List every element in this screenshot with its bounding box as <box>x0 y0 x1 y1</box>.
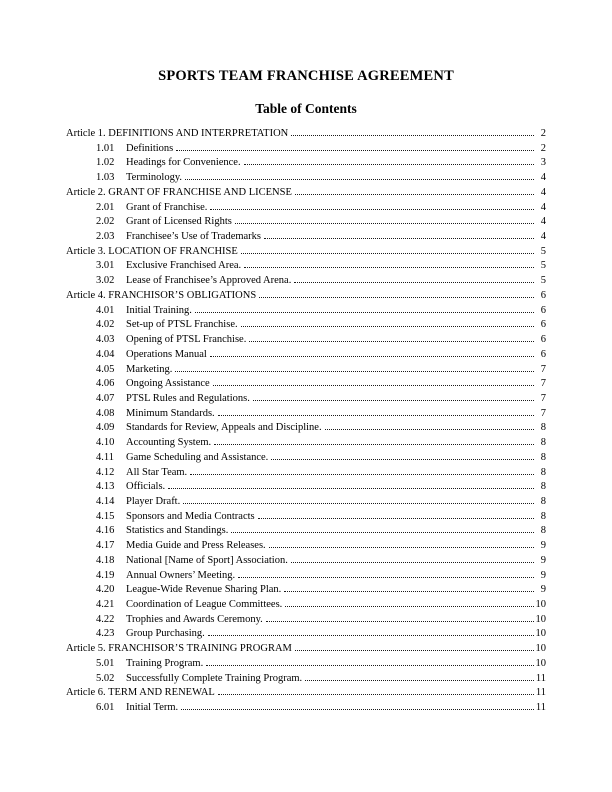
toc-entry-page-number: 7 <box>540 392 546 404</box>
toc-entry-page-number: 8 <box>540 495 546 507</box>
toc-dot-leader <box>264 238 534 239</box>
toc-entry-number: 3.01 <box>96 260 115 272</box>
toc-entry-label: Coordination of League Committees. <box>126 599 283 610</box>
toc-row <box>66 259 546 274</box>
toc-entry-label: Article 3. LOCATION OF FRANCHISE <box>66 245 238 257</box>
table-of-contents-list <box>66 127 546 716</box>
toc-entry-label: League-Wide Revenue Sharing Plan. <box>126 584 282 596</box>
toc-row <box>66 436 546 451</box>
toc-entry-page-number: 10 <box>535 657 546 669</box>
toc-entry-label: Statistics and Standings. <box>126 525 229 537</box>
toc-entry-number: 4.10 <box>96 437 115 449</box>
toc-entry-page-number: 9 <box>540 569 546 581</box>
toc-dot-leader <box>175 371 534 372</box>
toc-entry-number: 4.21 <box>96 599 115 610</box>
toc-dot-leader <box>285 606 533 607</box>
toc-entry-page-number: 11 <box>535 687 546 699</box>
toc-row <box>66 672 546 687</box>
toc-row <box>66 627 546 642</box>
toc-entry-label: Ongoing Assistance <box>126 378 210 390</box>
toc-row <box>66 377 546 392</box>
toc-dot-leader <box>238 577 534 578</box>
toc-entry-page-number: 7 <box>540 407 546 419</box>
toc-entry-page-number: 4 <box>540 231 546 243</box>
toc-entry-label: Grant of Franchise. <box>126 201 208 213</box>
toc-entry-label: Media Guide and Press Releases. <box>126 540 266 552</box>
toc-row <box>66 392 546 407</box>
toc-dot-leader <box>253 400 534 401</box>
toc-entry-page-number: 8 <box>540 510 546 522</box>
toc-entry-label: Marketing. <box>126 363 173 375</box>
toc-entry-page-number: 9 <box>540 540 546 552</box>
toc-dot-leader <box>176 150 534 151</box>
toc-entry-number: 4.12 <box>96 466 115 478</box>
toc-entry-label: Set-up of PTSL Franchise. <box>126 319 238 331</box>
toc-dot-leader <box>206 665 533 666</box>
toc-entry-number: 4.07 <box>96 392 115 404</box>
toc-row <box>66 407 546 422</box>
toc-entry-page-number: 10 <box>535 599 546 610</box>
toc-dot-leader <box>259 297 534 298</box>
toc-entry-page-number: 11 <box>535 702 546 714</box>
toc-dot-leader <box>168 488 534 489</box>
toc-entry-number: 4.08 <box>96 407 115 419</box>
toc-dot-leader <box>195 312 534 313</box>
toc-dot-leader <box>181 709 534 710</box>
toc-entry-page-number: 4 <box>540 172 546 184</box>
toc-dot-leader <box>210 209 534 210</box>
toc-entry-label: Operations Manual <box>126 348 207 360</box>
toc-entry-label: Grant of Licensed Rights <box>126 216 232 228</box>
toc-dot-leader <box>208 635 534 636</box>
toc-entry-number: 2.03 <box>96 231 115 243</box>
toc-entry-number: 4.04 <box>96 348 115 360</box>
toc-entry-page-number: 8 <box>540 481 546 493</box>
toc-row <box>66 348 546 363</box>
toc-entry-page-number: 11 <box>535 672 546 684</box>
toc-entry-number: 4.09 <box>96 422 115 434</box>
toc-entry-label: Accounting System. <box>126 437 212 449</box>
toc-entry-page-number: 4 <box>540 216 546 228</box>
toc-row <box>66 510 546 525</box>
toc-row <box>66 363 546 378</box>
toc-entry-label: Franchisee’s Use of Trademarks <box>126 231 262 243</box>
toc-row <box>66 215 546 230</box>
toc-dot-leader <box>218 415 534 416</box>
toc-entry-label: Opening of PTSL Franchise. <box>126 334 247 346</box>
toc-entry-label: Exclusive Franchised Area. <box>126 260 242 272</box>
toc-entry-label: Definitions <box>126 142 174 154</box>
toc-entry-number: 4.02 <box>96 319 115 331</box>
toc-entry-page-number: 4 <box>540 186 546 198</box>
toc-entry-number: 3.02 <box>96 275 115 287</box>
toc-dot-leader <box>185 179 534 180</box>
toc-entry-page-number: 8 <box>540 466 546 478</box>
toc-entry-label: Game Scheduling and Assistance. <box>126 451 269 463</box>
toc-dot-leader <box>244 164 534 165</box>
toc-row <box>66 554 546 569</box>
toc-row <box>66 480 546 495</box>
toc-row <box>66 304 546 319</box>
toc-dot-leader <box>295 650 534 651</box>
toc-row <box>66 495 546 510</box>
toc-row <box>66 613 546 628</box>
toc-dot-leader <box>271 459 534 460</box>
toc-entry-number: 4.17 <box>96 540 115 552</box>
toc-entry-label: Sponsors and Media Contracts <box>126 510 255 522</box>
toc-row <box>66 156 546 171</box>
toc-dot-leader <box>325 429 534 430</box>
toc-entry-page-number: 2 <box>540 128 546 139</box>
toc-entry-number: 1.02 <box>96 157 115 169</box>
toc-entry-number: 4.03 <box>96 334 115 346</box>
toc-entry-label: Initial Training. <box>126 304 192 316</box>
toc-entry-number: 4.11 <box>96 451 114 463</box>
toc-entry-label: National [Name of Sport] Association. <box>126 554 288 566</box>
toc-entry-label: Initial Term. <box>126 702 179 714</box>
toc-dot-leader <box>269 547 534 548</box>
toc-dot-leader <box>258 518 534 519</box>
toc-entry-label: Article 6. TERM AND RENEWAL <box>66 687 215 699</box>
toc-entry-page-number: 10 <box>535 613 546 625</box>
toc-dot-leader <box>231 532 534 533</box>
toc-entry-page-number: 5 <box>540 275 546 287</box>
toc-entry-number: 1.03 <box>96 172 115 184</box>
toc-entry-number: 5.02 <box>96 672 115 684</box>
toc-row <box>66 127 546 142</box>
toc-dot-leader <box>266 621 534 622</box>
toc-row <box>66 657 546 672</box>
toc-entry-label: Successfully Complete Training Program. <box>126 672 303 684</box>
toc-entry-number: 4.22 <box>96 613 115 625</box>
toc-dot-leader <box>284 591 534 592</box>
toc-dot-leader <box>241 253 534 254</box>
table-of-contents-heading: Table of Contents <box>255 101 357 116</box>
toc-entry-page-number: 9 <box>540 584 546 596</box>
toc-dot-leader <box>190 474 534 475</box>
toc-entry-page-number: 7 <box>540 378 546 390</box>
toc-entry-label: Headings for Convenience. <box>126 157 241 169</box>
toc-entry-number: 4.13 <box>96 481 115 493</box>
toc-row <box>66 289 546 304</box>
toc-entry-label: Article 1. DEFINITIONS AND INTERPRETATION <box>66 128 289 139</box>
toc-entry-number: 4.01 <box>96 304 115 316</box>
toc-dot-leader <box>305 680 534 681</box>
toc-entry-label: Terminology. <box>126 172 183 184</box>
toc-entry-label: Article 4. FRANCHISOR’S OBLIGATIONS <box>66 289 257 301</box>
toc-entry-number: 4.15 <box>96 510 115 522</box>
toc-entry-label: Lease of Franchisee’s Approved Arena. <box>126 275 292 287</box>
toc-row <box>66 421 546 436</box>
toc-row <box>66 171 546 186</box>
toc-entry-label: Group Purchasing. <box>126 628 205 640</box>
toc-entry-number: 5.01 <box>96 657 115 669</box>
toc-entry-page-number: 6 <box>540 304 546 316</box>
toc-dot-leader <box>214 444 534 445</box>
toc-entry-page-number: 6 <box>540 319 546 331</box>
toc-row <box>66 598 546 613</box>
toc-row <box>66 539 546 554</box>
toc-entry-number: 4.20 <box>96 584 115 596</box>
toc-row <box>66 701 546 716</box>
toc-entry-number: 6.01 <box>96 702 115 714</box>
toc-entry-label: Standards for Review, Appeals and Discipline. <box>126 422 322 434</box>
toc-row <box>66 451 546 466</box>
toc-row <box>66 686 546 701</box>
toc-dot-leader <box>249 341 534 342</box>
toc-entry-page-number: 3 <box>540 157 546 169</box>
document-title: SPORTS TEAM FRANCHISE AGREEMENT <box>158 68 454 84</box>
toc-entry-page-number: 7 <box>540 363 546 375</box>
toc-row <box>66 333 546 348</box>
toc-entry-label: Training Program. <box>126 657 204 669</box>
toc-entry-label: Minimum Standards. <box>126 407 215 419</box>
toc-dot-leader <box>244 267 534 268</box>
toc-row <box>66 245 546 260</box>
toc-entry-label: Annual Owners’ Meeting. <box>126 569 236 581</box>
toc-entry-label: Officials. <box>126 481 166 493</box>
toc-entry-page-number: 6 <box>540 348 546 360</box>
toc-row <box>66 583 546 598</box>
toc-entry-page-number: 6 <box>540 334 546 346</box>
toc-entry-label: Article 2. GRANT OF FRANCHISE AND LICENSE <box>66 186 292 198</box>
toc-entry-page-number: 9 <box>540 554 546 566</box>
toc-entry-number: 4.05 <box>96 363 115 375</box>
toc-dot-leader <box>183 503 534 504</box>
toc-row <box>66 642 546 657</box>
toc-entry-label: PTSL Rules and Regulations. <box>126 392 250 404</box>
toc-row <box>66 186 546 201</box>
toc-entry-number: 4.23 <box>96 628 115 640</box>
toc-dot-leader <box>291 135 534 136</box>
toc-entry-number: 2.01 <box>96 201 115 213</box>
toc-entry-page-number: 8 <box>540 451 546 463</box>
toc-row <box>66 274 546 289</box>
toc-dot-leader <box>210 356 534 357</box>
toc-entry-page-number: 5 <box>540 260 546 272</box>
toc-row <box>66 142 546 157</box>
toc-entry-label: All Star Team. <box>126 466 188 478</box>
toc-dot-leader <box>218 694 534 695</box>
toc-entry-page-number: 5 <box>540 245 546 257</box>
toc-row <box>66 569 546 584</box>
toc-entry-page-number: 6 <box>540 289 546 301</box>
toc-row <box>66 201 546 216</box>
toc-row <box>66 230 546 245</box>
toc-entry-number: 4.16 <box>96 525 115 537</box>
toc-entry-page-number: 10 <box>535 643 546 655</box>
toc-entry-label: Trophies and Awards Ceremony. <box>126 613 263 625</box>
toc-entry-label: Player Draft. <box>126 495 181 507</box>
toc-entry-number: 1.01 <box>96 142 115 154</box>
toc-dot-leader <box>291 562 534 563</box>
toc-row <box>66 466 546 481</box>
toc-row <box>66 524 546 539</box>
toc-entry-page-number: 8 <box>540 525 546 537</box>
toc-entry-number: 4.18 <box>96 554 115 566</box>
toc-entry-number: 4.19 <box>96 569 115 581</box>
toc-dot-leader <box>235 223 534 224</box>
toc-entry-page-number: 4 <box>540 201 546 213</box>
toc-row <box>66 318 546 333</box>
toc-dot-leader <box>295 194 534 195</box>
toc-entry-page-number: 2 <box>540 142 546 154</box>
toc-entry-page-number: 8 <box>540 422 546 434</box>
toc-entry-label: Article 5. FRANCHISOR’S TRAINING PROGRAM <box>66 643 292 655</box>
toc-dot-leader <box>213 385 534 386</box>
toc-dot-leader <box>294 282 534 283</box>
toc-entry-number: 4.14 <box>96 495 115 507</box>
toc-entry-page-number: 8 <box>540 437 546 449</box>
toc-entry-page-number: 10 <box>535 628 546 640</box>
toc-entry-number: 4.06 <box>96 378 115 390</box>
toc-entry-number: 2.02 <box>96 216 115 228</box>
toc-dot-leader <box>241 326 534 327</box>
